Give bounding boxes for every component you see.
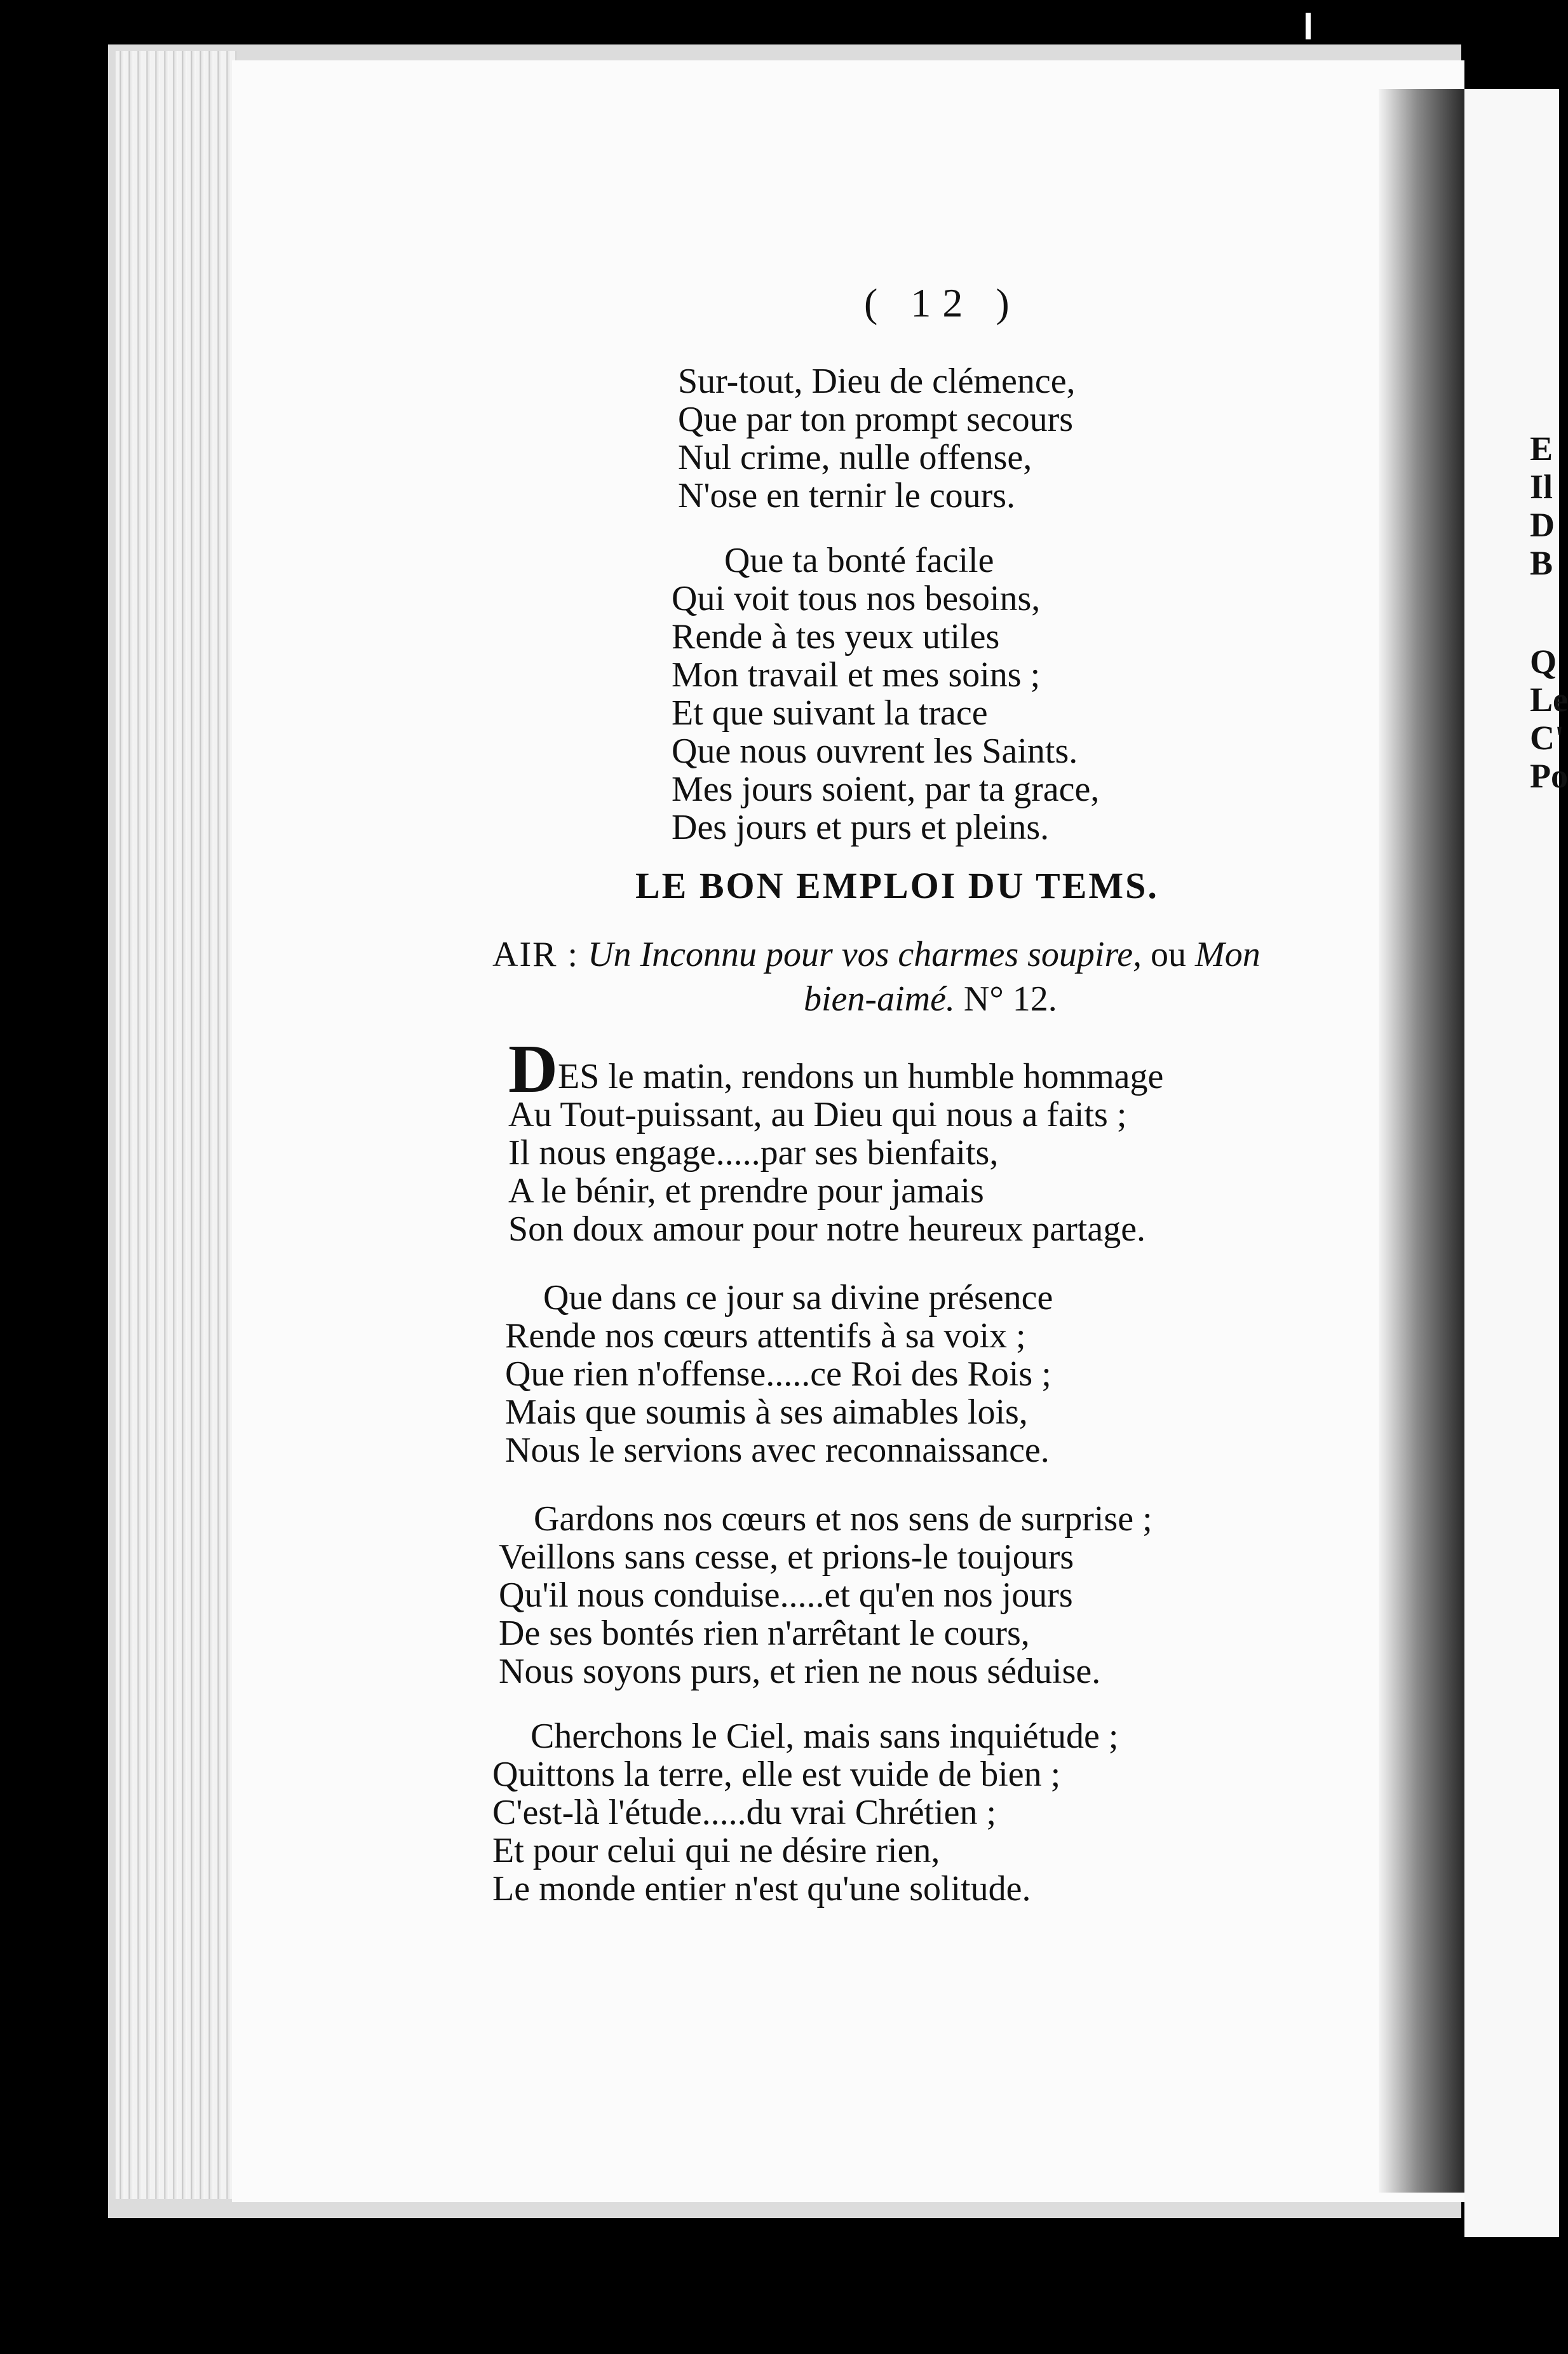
- verse-line: Quittons la terre, elle est vuide de bien ;: [492, 1755, 1061, 1794]
- verse-line: [508, 1031, 1164, 1107]
- drop-cap: D: [508, 1031, 558, 1107]
- air-tune: Un Inconnu pour vos charmes soupire,: [588, 935, 1142, 974]
- song-title: LE BON EMPLOI DU TEMS.: [635, 865, 1159, 906]
- air-alt-tune-continued: bien-aimé.: [804, 979, 955, 1019]
- verse-line: Mes jours soient, par ta grace,: [672, 770, 1100, 809]
- verse-line: Veillons sans cesse, et prions-le toujours: [499, 1537, 1074, 1577]
- verse-line: Mais que soumis à ses aimables lois,: [505, 1392, 1028, 1432]
- verse-line: N'ose en ternir le cours.: [678, 476, 1016, 515]
- facing-page-fragment: B: [1530, 544, 1553, 582]
- verse-line: Gardons nos cœurs et nos sens de surprise ;: [534, 1499, 1152, 1539]
- verse-line: Que ta bonté facile: [724, 541, 994, 580]
- verse-line: Des jours et purs et pleins.: [672, 808, 1050, 847]
- air-indication: [492, 934, 1260, 975]
- facing-page-fragment: D: [1530, 506, 1555, 544]
- facing-page-fragment: E: [1530, 430, 1553, 468]
- verse-line: Mon travail et mes soins ;: [672, 655, 1041, 695]
- verse-line: Et que suivant la trace: [672, 693, 988, 733]
- verse-line: Son doux amour pour notre heureux partage.: [508, 1209, 1146, 1249]
- facing-page-fragment: Po: [1530, 757, 1568, 795]
- air-alt-tune: Mon: [1195, 935, 1260, 974]
- facing-page-fragment: Le: [1530, 681, 1568, 719]
- verse-line: Nul crime, nulle offense,: [678, 438, 1032, 477]
- verse-line: Rende nos cœurs attentifs à sa voix ;: [505, 1316, 1026, 1356]
- verse-line: Nous soyons purs, et rien ne nous séduise.: [499, 1652, 1101, 1691]
- air-or: ou: [1151, 935, 1187, 974]
- verse-line: Que dans ce jour sa divine présence: [543, 1278, 1053, 1317]
- verse-line: Cherchons le Ciel, mais sans inquiétude ;: [531, 1717, 1119, 1756]
- verse-line: Il nous engage.....par ses bienfaits,: [508, 1133, 999, 1173]
- facing-page-fragment: Q: [1530, 643, 1557, 681]
- verse-line: Rende à tes yeux utiles: [672, 617, 1000, 657]
- book-gutter-shadow: [1379, 89, 1464, 2193]
- verse-line-rest: ES le matin, rendons un humble hommage: [558, 1057, 1164, 1096]
- page-number: ( 12 ): [864, 280, 1021, 325]
- air-indication-continued: [804, 979, 1057, 1019]
- verse-line: A le bénir, et prendre pour jamais: [508, 1171, 984, 1211]
- verse-line: Que rien n'offense.....ce Roi des Rois ;: [505, 1354, 1051, 1394]
- verse-line: Qu'il nous conduise.....et qu'en nos jours: [499, 1575, 1073, 1615]
- page-edges: [116, 51, 236, 2199]
- facing-page: [1464, 89, 1559, 2237]
- verse-line: De ses bontés rien n'arrêtant le cours,: [499, 1614, 1030, 1653]
- facing-page-fragment: Il: [1530, 468, 1553, 506]
- scan-mark: [1306, 13, 1311, 39]
- facing-page-fragment: C': [1530, 719, 1564, 757]
- verse-line: Le monde entier n'est qu'une solitude.: [492, 1869, 1031, 1908]
- verse-line: Sur-tout, Dieu de clémence,: [678, 362, 1076, 401]
- air-label: AIR :: [492, 935, 579, 974]
- air-number: N° 12.: [963, 979, 1057, 1019]
- verse-line: Et pour celui qui ne désire rien,: [492, 1831, 940, 1870]
- verse-line: Que par ton prompt secours: [678, 400, 1074, 439]
- verse-line: Que nous ouvrent les Saints.: [672, 731, 1078, 771]
- verse-line: Nous le servions avec reconnaissance.: [505, 1431, 1050, 1470]
- verse-line: Qui voit tous nos besoins,: [672, 579, 1041, 618]
- verse-line: Au Tout-puissant, au Dieu qui nous a faits ;: [508, 1095, 1127, 1134]
- verse-line: C'est-là l'étude.....du vrai Chrétien ;: [492, 1793, 997, 1832]
